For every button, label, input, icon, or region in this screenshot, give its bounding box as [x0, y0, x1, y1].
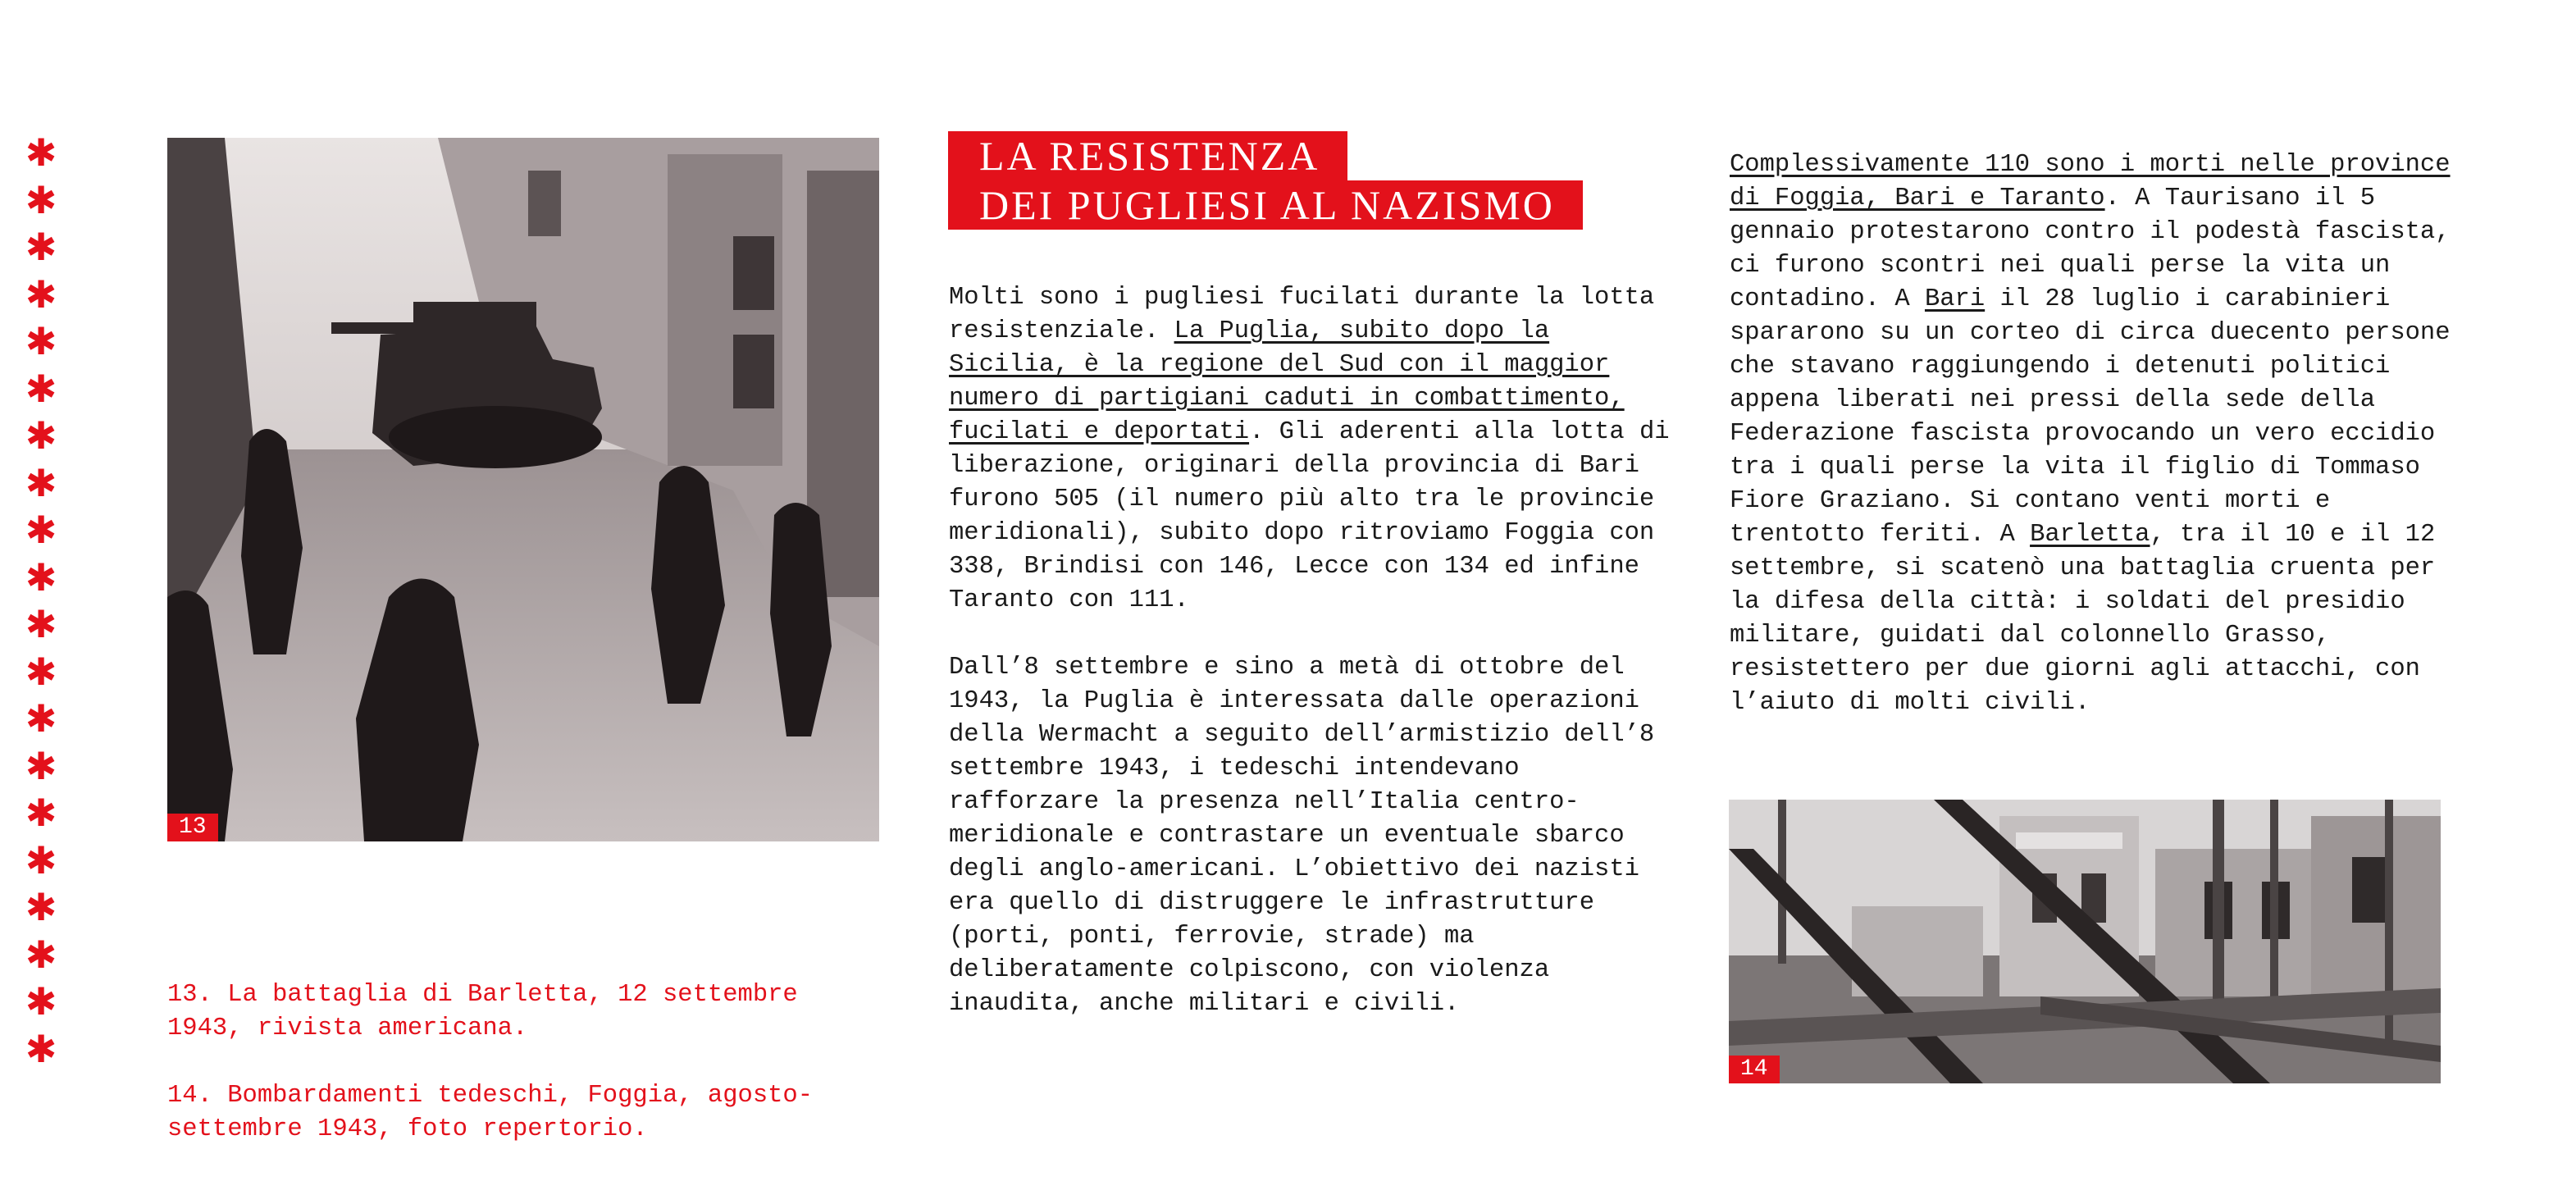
star-icon: ✱: [25, 271, 57, 317]
star-icon: ✱: [25, 885, 57, 929]
star-icon: ✱: [25, 979, 57, 1024]
star-icon: ✱: [25, 602, 57, 646]
wartime-street-tank-photo-icon: [167, 138, 879, 841]
star-icon: ✱: [25, 130, 57, 175]
paragraph-1: Molti sono i pugliesi fucilati durante la lotta resistenziale. La Puglia, subito dopo la Sicilia, è la regione del Sud con il maggior numero di partigiani caduti in combattimento, fucilati e deportati. Gli aderenti alla lotta di liberazione, originari della provincia di Bari furono 505 (il numero più alto tra le provincie meridionali), subito dopo ritroviamo Foggia con 338, Brindisi con 146, Lecce con 134 ed infine Taranto con 111.: [949, 284, 1670, 614]
star-icon: ✱: [25, 791, 57, 835]
star-icon: ✱: [25, 413, 57, 458]
star-icon: ✱: [25, 837, 57, 882]
title-line-2: DEI PUGLIESI AL NAZISMO: [948, 180, 1583, 230]
photo-battle-of-barletta: [167, 138, 879, 841]
caption-14: 14. Bombardamenti tedeschi, Foggia, agosto- settembre 1943, foto repertorio.: [167, 1082, 814, 1143]
caption-13: 13. La battaglia di Barletta, 12 settembre 1943, rivista americana.: [167, 981, 798, 1042]
bombed-station-photo-icon: [1729, 800, 2441, 1083]
star-icon: ✱: [25, 460, 57, 505]
underlined-place-barletta: Barletta: [2030, 521, 2150, 549]
star-icon: ✱: [25, 932, 57, 977]
star-icon: ✱: [25, 366, 57, 411]
star-icon: ✱: [25, 1026, 57, 1071]
title-line-1: LA RESISTENZA: [948, 131, 1347, 180]
body-column-right: [1730, 148, 2451, 720]
photo-number-badge: 14: [1729, 1056, 1780, 1083]
photo-number-badge: 13: [167, 814, 218, 841]
star-icon: ✱: [25, 225, 57, 269]
article-title: [948, 131, 1583, 230]
underlined-place-bari: Bari: [1924, 285, 1986, 313]
photo-captions: [167, 945, 889, 1180]
paragraph-3: Complessivamente 110 sono i morti nelle province di Foggia, Bari e Taranto. A Taurisano il 5 gennaio protestarono contro il podestà fascista, ci furono scontri nei quali perse la vita un contadino. A Bari il 28 luglio i carabinieri spararono su un corteo di circa duecento persone che stavano raggiungendo i detenuti politici appena liberati nei pressi della sede della Federazione fascista provocando un vero eccidio tra i quali perse la vita il figlio di Tommaso Fiore Graziano. Si contano venti morti e trentotto feriti. A Barletta, tra il 10 e il 12 settembre, si scatenò una battaglia cruenta per la difesa della città: i soldati del presidio militare, guidati dal colonnello Grasso, resistettero per due giorni agli attacchi, con l’aiuto di molti civili.: [1730, 151, 2451, 717]
star-icon: ✱: [25, 177, 57, 222]
star-icon: ✱: [25, 649, 57, 694]
star-icon: ✱: [25, 696, 57, 741]
photo-foggia-bombing: [1729, 800, 2441, 1083]
star-icon: ✱: [25, 508, 57, 552]
underlined-highlight: La Puglia, subito dopo la Sicilia, è la regione del Sud con il maggior numero di partigiani caduti in combattimento, fucilati e deportati: [949, 317, 1625, 446]
star-icon: ✱: [25, 554, 57, 600]
star-icon: ✱: [25, 743, 57, 788]
star-icon: ✱: [25, 319, 57, 363]
paragraph-2: Dall’8 settembre e sino a metà di ottobre del 1943, la Puglia è interessata dalle operazioni della Wermacht a seguito dell’armistizio dell’8 settembre 1943, i tedeschi intendevano rafforzare la presenza nell’Italia centro-meridionale e contrastare un eventuale sbarco degli anglo-americani. L’obiettivo dei nazisti era quello di distruggere le infrastrutture (porti, ponti, ferrovie, strade) ma deliberatamente colpiscono, con violenza inaudita, anche militari e civili.: [949, 654, 1655, 1018]
underlined-highlight: Complessivamente 110 sono i morti nelle province di Foggia, Bari e Taranto: [1730, 151, 2451, 212]
decorative-star-strip: [25, 130, 57, 1073]
body-column-middle: [949, 281, 1671, 1021]
